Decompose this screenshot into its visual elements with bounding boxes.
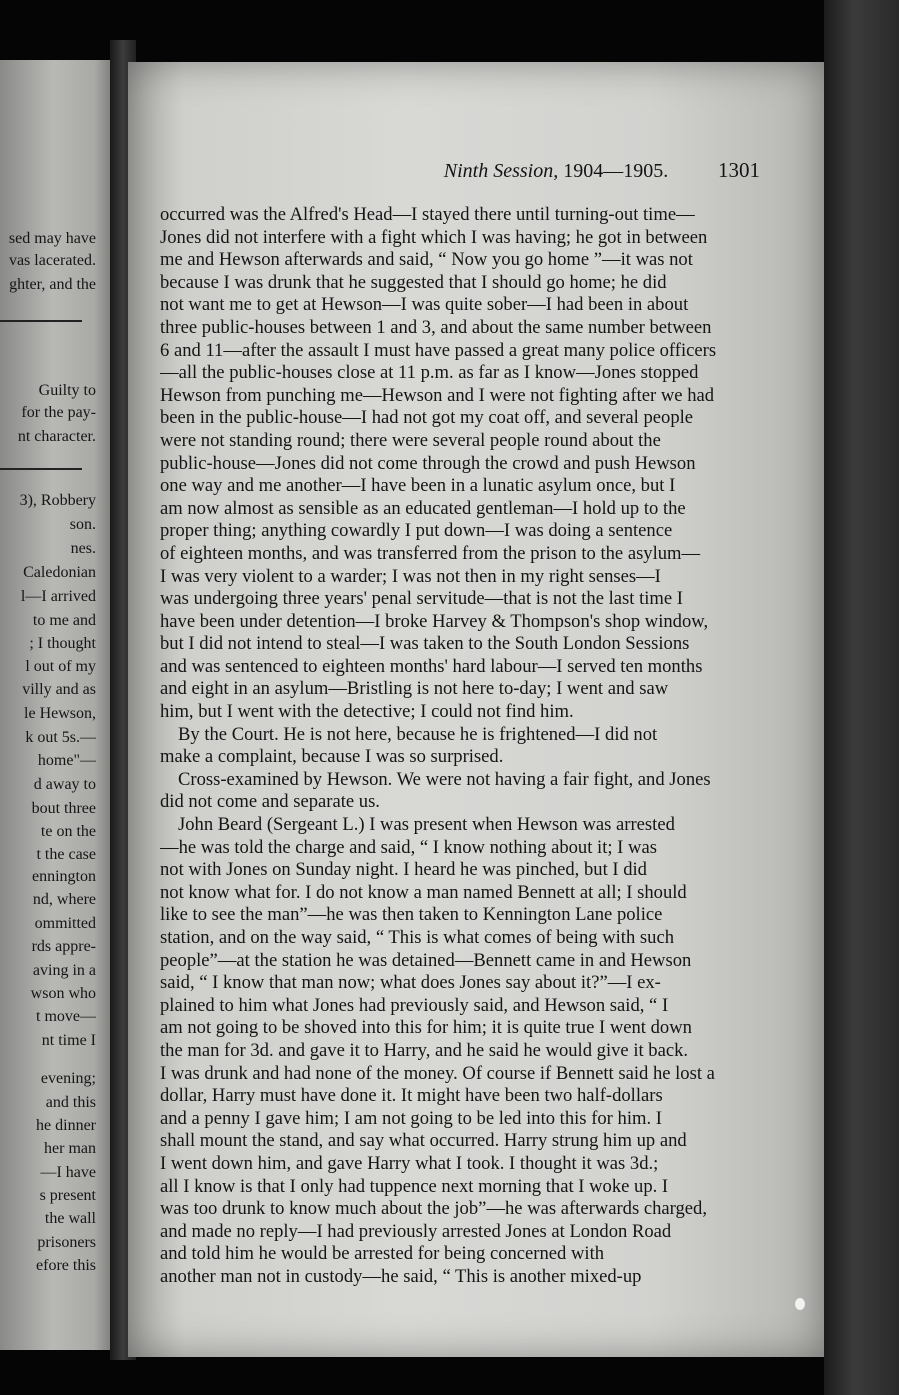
- left-page-fragment: t the case: [36, 846, 96, 863]
- text-line: was too drunk to know much about the job”—he was afterwards charged,: [160, 1198, 707, 1220]
- left-page-fragment: ennington: [32, 868, 96, 885]
- scan-speck: [795, 1298, 805, 1310]
- text-line: occurred was the Alfred's Head—I stayed there until turning-out time—: [160, 204, 695, 225]
- left-page-fragment: ommitted: [34, 915, 96, 932]
- left-page-fragment: prisoners: [37, 1234, 96, 1251]
- text-line: and told him he would be arrested for being concerned with: [160, 1243, 605, 1265]
- text-line: station, and on the way said, “ This is what comes of being with such: [160, 927, 674, 948]
- left-page-fragment: rds appre-: [31, 938, 96, 955]
- text-line: him, but I went with the detective; I could not find him.: [160, 701, 574, 723]
- left-page: [0, 60, 118, 1350]
- left-page-fragment: efore this: [36, 1257, 96, 1274]
- left-page-fragment: 3), Robbery: [19, 492, 96, 509]
- left-page-fragment: evening;: [40, 1070, 96, 1087]
- text-line: By the Court. He is not here, because he is frightened—I did not: [178, 723, 658, 745]
- text-line: and was sentenced to eighteen months' hard labour—I served ten months: [160, 655, 703, 677]
- text-line: I was very violent to a warder; I was not then in my right senses—I: [160, 565, 661, 587]
- body-text: [160, 204, 792, 1289]
- text-line: I went down him, and gave Harry what I took. I thought it was 3d.;: [160, 1152, 659, 1174]
- text-line: me and Hewson afterwards and said, “ Now you go home ”—it was not: [160, 249, 693, 271]
- text-line: but I did not intend to steal—I was taken to the South London Sessions: [160, 633, 690, 655]
- text-line: Jones did not interfere with a fight which I was having; he got in between: [160, 226, 708, 248]
- text-line: shall mount the stand, and say what occurred. Harry strung him up and: [160, 1130, 687, 1152]
- left-page-fragment: the wall: [44, 1210, 96, 1227]
- left-page-fragment: he dinner: [36, 1117, 96, 1134]
- left-page-fragment: for the pay-: [21, 404, 96, 421]
- text-line: were not standing round; there were several people round about the: [160, 429, 661, 451]
- left-page-fragment: Caledonian: [23, 564, 96, 581]
- left-page-fragment: s present: [39, 1187, 96, 1204]
- left-page-fragment: bout three: [31, 800, 96, 817]
- text-line: been in the public-house—I had not got my coat off, and several people: [160, 407, 694, 429]
- left-page-fragment: nes.: [70, 540, 96, 557]
- left-page-fragment: sed may have: [8, 230, 96, 247]
- session-title: Ninth Session,: [443, 160, 559, 182]
- text-line: dollar, Harry must have done it. It might have been two half-dollars: [160, 1085, 663, 1107]
- left-page-fragment: l out of my: [25, 658, 96, 675]
- text-line: the man for 3d. and gave it to Harry, and he said he would give it back.: [160, 1039, 689, 1061]
- text-line: one way and me another—I have been in a lunatic asylum once, but I: [160, 475, 676, 497]
- left-page-fragment: k out 5s.—: [25, 729, 96, 746]
- text-line: people”—at the station he was detained—Bennett came in and Hewson: [160, 949, 692, 971]
- text-line: Hewson from punching me—Hewson and I were not fighting after we had: [160, 384, 715, 406]
- left-page-fragment: ; I thought: [29, 635, 96, 652]
- section-rule: [0, 320, 82, 322]
- text-line: three public-houses between 1 and 3, and about the same number between: [160, 316, 712, 338]
- left-page-fragment: son.: [69, 516, 96, 533]
- left-page-fragment: le Hewson,: [24, 705, 96, 722]
- left-page-fragment: villy and as: [22, 681, 96, 698]
- text-line: John Beard (Sergeant L.) I was present when Hewson was arrested: [178, 814, 675, 836]
- text-line: another man not in custody—he said, “ This is another mixed-up: [160, 1265, 642, 1287]
- left-page-fragment: vas lacerated.: [8, 252, 96, 269]
- text-line: Cross-examined by Hewson. We were not having a fair fight, and Jones: [178, 768, 711, 790]
- left-page-fragment: te on the: [40, 823, 96, 840]
- left-page-fragment: d away to: [33, 776, 96, 793]
- left-page-fragment: nd, where: [32, 891, 96, 908]
- text-line: not want me to get at Hewson—I was quite sober—I had been in about: [160, 294, 689, 316]
- left-page-fragment: home"—: [37, 752, 96, 769]
- right-page: [128, 62, 824, 1357]
- text-line: proper thing; anything cowardly I put down—I was doing a sentence: [160, 520, 673, 542]
- session-years: 1904—1905.: [563, 160, 669, 182]
- left-page-fragment: aving in a: [32, 962, 96, 979]
- text-line: plained to him what Jones had previously said, and Hewson said, “ I: [160, 994, 669, 1016]
- left-page-fragment: to me and: [32, 612, 96, 629]
- running-head: [346, 160, 766, 183]
- page-number: 1301: [718, 158, 760, 182]
- text-line: not with Jones on Sunday night. I heard he was pinched, but I did: [160, 859, 647, 881]
- text-line: and eight in an asylum—Bristling is not here to-day; I went and saw: [160, 678, 669, 700]
- text-line: not know what for. I do not know a man named Bennett at all; I should: [160, 881, 687, 903]
- text-line: and a penny I gave him; I am not going to be led into this for him. I: [160, 1107, 662, 1129]
- text-line: am now almost as sensible as an educated gentleman—I hold up to the: [160, 497, 686, 519]
- text-line: and made no reply—I had previously arrested Jones at London Road: [160, 1220, 672, 1242]
- text-line: all I know is that I only had tuppence next morning that I woke up. I: [160, 1175, 669, 1197]
- page-edge: [824, 0, 899, 1395]
- text-line: —he was told the charge and said, “ I know nothing about it; I was: [160, 836, 657, 858]
- section-rule: [0, 468, 82, 470]
- left-page-fragment: —I have: [40, 1164, 96, 1181]
- left-page-fragment: her man: [44, 1140, 96, 1157]
- left-page-fragment: nt time I: [41, 1032, 96, 1049]
- left-page-fragment: wson who: [30, 985, 96, 1002]
- text-line: was undergoing three years' penal servitude—that is not the last time I: [160, 588, 683, 610]
- left-page-fragment: and this: [45, 1094, 96, 1111]
- text-line: like to see the man”—he was then taken to Kennington Lane police: [160, 904, 663, 926]
- text-line: —all the public-houses close at 11 p.m. as far as I know—Jones stopped: [160, 362, 699, 384]
- left-page-fragment: nt character.: [17, 428, 96, 445]
- text-line: 6 and 11—after the assault I must have passed a great many police officers: [160, 339, 717, 361]
- left-page-fragment: Guilty to: [38, 382, 96, 399]
- text-line: because I was drunk that he suggested that I should go home; he did: [160, 271, 667, 293]
- text-line: said, “ I know that man now; what does Jones say about it?”—I ex-: [160, 972, 661, 994]
- text-line: of eighteen months, and was transferred from the prison to the asylum—: [160, 542, 701, 564]
- text-line: public-house—Jones did not come through the crowd and push Hewson: [160, 452, 696, 474]
- text-line: am not going to be shoved into this for him; it is quite true I went down: [160, 1017, 692, 1039]
- text-line: make a complaint, because I was so surprised.: [160, 746, 504, 768]
- left-page-fragment: t move—: [36, 1008, 96, 1025]
- text-line: did not come and separate us.: [160, 791, 380, 813]
- left-page-fragment: l—I arrived: [20, 588, 96, 605]
- text-line: have been under detention—I broke Harvey & Thompson's shop window,: [160, 610, 709, 632]
- text-line: I was drunk and had none of the money. Of course if Bennett said he lost a: [160, 1062, 715, 1084]
- left-page-fragment: ghter, and the: [9, 276, 96, 293]
